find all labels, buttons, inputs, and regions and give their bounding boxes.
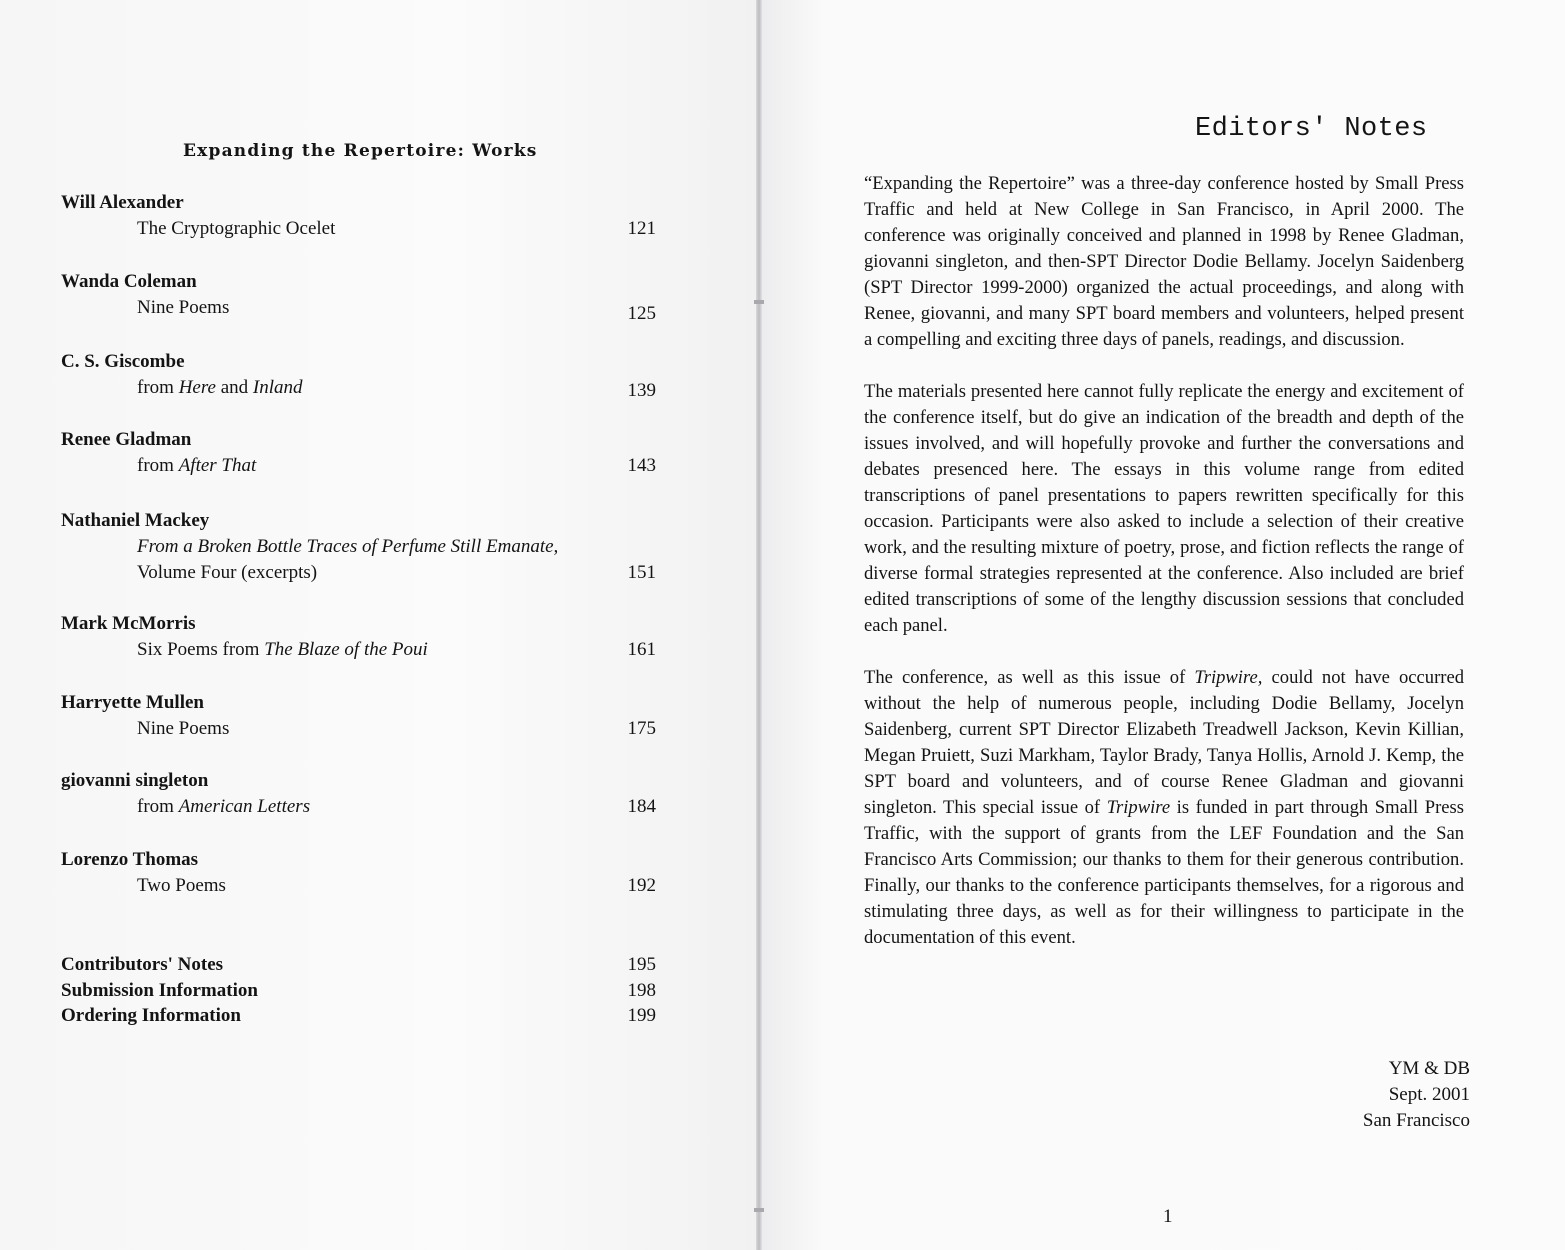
back-matter	[61, 952, 661, 1029]
toc-entry	[61, 190, 661, 242]
editors-notes-title: Editors' Notes	[1195, 114, 1428, 144]
book-spine	[756, 0, 762, 1250]
toc-work: The Cryptographic Ocelet 121	[61, 216, 661, 242]
toc-page-number: 175	[627, 718, 656, 739]
toc-page-number: 199	[627, 1005, 656, 1026]
back-matter-row: Submission Information 198	[61, 978, 661, 1004]
toc-author: Nathaniel Mackey	[61, 510, 210, 531]
toc-work: Six Poems from The Blaze of the Poui 161	[61, 637, 661, 663]
toc-author: Harryette Mullen	[61, 692, 204, 713]
toc-entry	[61, 847, 661, 899]
toc-page-number: 161	[627, 639, 656, 660]
toc-work-line2: Volume Four (excerpts) 151	[61, 560, 661, 586]
staple	[754, 300, 764, 304]
signoff-place: San Francisco	[1362, 1110, 1470, 1131]
toc-work: from Here and Inland 139	[61, 375, 661, 401]
toc-page-number: 184	[627, 796, 656, 817]
staple	[754, 1208, 764, 1212]
toc-work: From a Broken Bottle Traces of Perfume Still Emanate,	[137, 536, 559, 557]
left-page	[0, 0, 758, 1250]
toc-page-number: 143	[627, 455, 656, 476]
paragraph: The conference, as well as this issue of Tripwire, could not have occurred without the help of numerous people, including Dodie Bellamy, Jocelyn Saidenberg, current SPT Director Elizabeth Treadwell Jackson, Kevin Killian, Megan Pruiett, Suzi Markham, Taylor Brady, Tanya Hollis, Arnold J. Kemp, the SPT board and volunteers, and of course Renee Gladman and giovanni singleton. This special issue of Tripwire is funded in part through Small Press Traffic, with the support of grants from the LEF Foundation and the San Francisco Arts Commission; our thanks to them for their generous contribution. Finally, our thanks to the conference participants themselves, for a rigorous and stimulating three days, as well as for their willingness to participate in the documentation of this event.	[864, 667, 1464, 948]
toc-work: Nine Poems 125	[61, 295, 661, 321]
toc-page-number: 192	[627, 875, 656, 896]
toc-work: from After That 143	[61, 453, 661, 479]
signoff-date: Sept. 2001	[1388, 1084, 1470, 1105]
toc-work: from American Letters 184	[61, 794, 661, 820]
toc-author: giovanni singleton	[61, 770, 209, 791]
toc-author: C. S. Giscombe	[61, 351, 185, 372]
toc-entry	[61, 508, 661, 586]
toc-heading: Expanding the Repertoire: Works	[183, 141, 538, 161]
toc-author: Wanda Coleman	[61, 271, 197, 292]
toc-page-number: 125	[627, 303, 656, 324]
toc-work: Nine Poems 175	[61, 716, 661, 742]
page-number: 1	[1163, 1206, 1173, 1227]
toc-page-number: 198	[627, 979, 656, 1001]
back-matter-row: Ordering Information 199	[61, 1003, 661, 1029]
toc-entry	[61, 768, 661, 820]
signoff-initials: YM & DB	[1388, 1058, 1470, 1079]
toc-page-number: 139	[627, 380, 656, 401]
toc-author: Renee Gladman	[61, 429, 192, 450]
toc-work: Two Poems 192	[61, 873, 661, 899]
toc-author: Lorenzo Thomas	[61, 849, 199, 870]
toc-author: Mark McMorris	[61, 613, 196, 634]
toc-page-number: 121	[627, 218, 656, 239]
back-matter-row: Contributors' Notes 195	[61, 952, 661, 978]
toc-entry	[61, 269, 661, 324]
toc-entry	[61, 611, 661, 663]
editors-notes-body	[864, 171, 1464, 977]
toc-entry	[61, 690, 661, 742]
toc-entry	[61, 349, 661, 401]
paragraph: The materials presented here cannot fully replicate the energy and excitement of the conference itself, but do give an indication of the breadth and depth of the issues involved, and will hopefully provoke and further the conversations and debates presenced here. The essays in this volume range from edited transcriptions of panel presentations to papers rewritten specifically for this occasion. Participants were also asked to include a selection of their creative work, and the resulting mixture of poetry, prose, and fiction reflects the range of diverse formal strategies represented at the conference. Also included are brief edited transcriptions of some of the lengthy discussion sessions that concluded each panel.	[864, 381, 1464, 636]
toc-page-number: 151	[627, 562, 656, 583]
toc-author: Will Alexander	[61, 192, 184, 213]
signoff	[1363, 1056, 1470, 1134]
toc-entry	[61, 427, 661, 479]
paragraph: “Expanding the Repertoire” was a three-day conference hosted by Small Press Traffic and held at New College in San Francisco, in April 2000. The conference was originally conceived and planned in 1998 by Renee Gladman, giovanni singleton, and then-SPT Director Dodie Bellamy. Jocelyn Saidenberg (SPT Director 1999-2000) organized the actual proceedings, and along with Renee, giovanni, and many SPT board members and volunteers, helped present a compelling and exciting three days of panels, readings, and discussion.	[864, 173, 1464, 350]
toc-page-number: 195	[627, 954, 656, 975]
